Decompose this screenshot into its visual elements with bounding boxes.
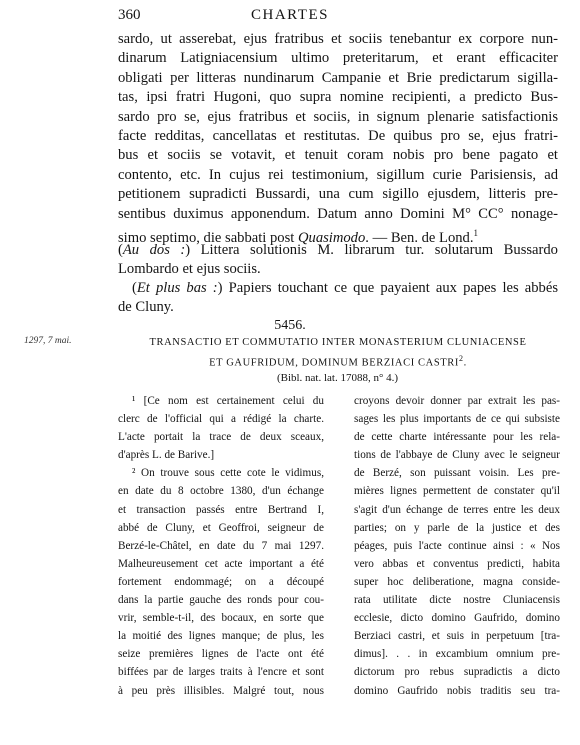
lower-note-line: de Cluny.	[118, 299, 174, 316]
footnote-line: parties; on y parle de la justice et des	[354, 521, 560, 534]
footnote-line: en date du 8 octobre 1380, d'un échange	[118, 485, 324, 498]
footnote-line: Berzé-le-Châtel, en date du 7 mai 1297.	[118, 539, 324, 552]
footnote-line: biffées par de larges traits à l'encre et sont	[118, 666, 324, 679]
footnote-line: croyons devoir donner par extrait les pas-	[354, 395, 560, 407]
footnote-line: d'après L. de Barive.]	[118, 449, 215, 462]
text-line: sentibus duximus apponendum. Datum anno Domini M° CC° nonage-	[118, 205, 558, 222]
dorsal-note	[118, 241, 558, 280]
dorsal-note-label: Au dos :	[122, 242, 186, 258]
footnotes-right-column	[354, 392, 560, 700]
charter-continuation-text	[118, 30, 558, 246]
lower-note-line: (Et plus bas :) Papiers touchant ce que payaient aux papes les abbés	[132, 280, 558, 296]
dorsal-note-line: Lombardo et ejus sociis.	[118, 261, 261, 278]
text-line: contento, etc. In cujus rei testimonium, sigillum curie Parisiensis, ad	[118, 166, 558, 183]
footnote-line: ecclesie, dicto domino Gaufrido, domino	[354, 612, 560, 625]
footnote-line: super hoc deliberatione, magna conside-	[354, 575, 560, 588]
text-line: facte redditas, cancellatas et restitutas. De quibus pro se, ejus fratri-	[118, 127, 558, 144]
footnote-line: s'agit d'un échange de terres entre les deux	[354, 503, 560, 516]
lower-note	[118, 279, 558, 318]
text-line: bus et sociis se votavit, et tenuit coram nobis pro bene pagato et	[118, 147, 558, 164]
footnote-line: vrir, semble-t-il, des bocaux, en sorte que	[118, 612, 324, 625]
charter-number: 5456.	[274, 318, 306, 333]
footnote-line: la moitié des lignes manque; de plus, les	[118, 630, 324, 643]
footnote-line: tions de l'abbaye de Cluny avec le seigneur	[354, 449, 560, 462]
footnote-line: et transaction passés entre Bertrand I,	[118, 503, 324, 516]
footnote-line: rata utilitate dicte nostre Cluniacensis	[354, 594, 560, 607]
footnote-line: abbé de Cluny, et Geoffroi, seigneur de	[118, 521, 324, 534]
charter-title	[118, 335, 558, 372]
footnote-line: péages, puis l'acte continue ainsi : « Nos	[354, 539, 560, 552]
charter-source: (Bibl. nat. lat. 17088, n° 4.)	[276, 372, 399, 384]
feast-name: Quasimodo	[297, 229, 366, 246]
footnote-line: seize premières lignes de l'acte ont été	[118, 648, 324, 661]
text-line: dinarum Latigniacensium ultimo preteritarum, et erant efficaciter	[118, 50, 558, 67]
footnote-line: mières lignes permettent de constater qu'il	[354, 485, 560, 498]
footnote-line: domino Gaufrido nobis traditis seu tra-	[354, 684, 560, 697]
text-line: tas, ipsi fratri Hugoni, quo supra nomine recipienti, a predicto Bus-	[118, 89, 558, 106]
footnote-line: sages les plus importants de ce qui subsiste	[354, 413, 560, 426]
footnote-line: L'acte portait la trace de deux sceaux,	[118, 431, 324, 444]
lower-note-label: Et plus bas :	[136, 280, 218, 296]
running-title: CHARTES	[251, 7, 329, 23]
footnote-line: dictorum pro rebus supradictis a dicto	[354, 666, 560, 679]
footnote-line: fortement endommagé; on a découpé	[118, 575, 324, 588]
text-line: obligati per litteras nundinarum Campanie et Brie predictarum sigilla-	[118, 69, 558, 86]
text-line: petitionem supradicti Bussardi, una cum sigillo ejusdem, litteris pre-	[118, 186, 558, 203]
charter-title-line: TRANSACTIO ET COMMUTATIO INTER MONASTERIUM CLUNIACENSE	[149, 337, 527, 348]
page-number: 360	[118, 7, 141, 23]
footnote-line: ¹ [Ce nom est certainement celui du	[132, 395, 324, 407]
footnote-line: dans la partie gauche des ronds pour cou-	[118, 594, 324, 607]
footnote-line: de cette charte intéressante pour les rela-	[354, 431, 560, 444]
footnote-line: clerc de l'official qui a rédigé la charte.	[118, 413, 324, 426]
footnote-line: dimus]. . . in excambium omnium pre-	[354, 648, 560, 661]
footnote-ref: 1	[473, 227, 479, 238]
footnote-line: Malheureusement cet acte important a été	[118, 557, 324, 570]
footnote-ref: 2	[458, 354, 464, 363]
text-line: sardo, ut asserebat, ejus fratribus et sociis tenebantur ex corpore nun-	[118, 31, 558, 47]
footnote-line: Berziaci castri, et suis in perpetuum [tra-	[354, 630, 560, 643]
footnote-line: à peu près illisibles. Malgré tout, nous	[118, 684, 324, 697]
text-line: sardo pro se, ejus fratribus et sociis, in signum plenarie satisfactionis	[118, 108, 558, 125]
footnote-line: ² On trouve sous cette cote le vidimus,	[132, 467, 324, 480]
footnote-line: vero abbas et conventus predicti, habita	[354, 557, 560, 570]
footnotes-left-column	[118, 392, 324, 700]
charter-title-line: ET GAUFRIDUM, DOMINUM BERZIACI CASTRI$^2$.	[209, 354, 467, 369]
margin-date: 1297, 7 mai.	[24, 336, 72, 346]
dorsal-note-line: (Au dos :) Littera solutionis M. librarum tur. solutarum Bussardo	[118, 242, 558, 258]
scribe-signature: . — Ben. de Lond.	[365, 229, 474, 246]
footnote-line: de Berzé, son puissant voisin. Les pre-	[354, 467, 560, 480]
date-line-start: simo septimo, die sabbati post	[118, 229, 298, 246]
